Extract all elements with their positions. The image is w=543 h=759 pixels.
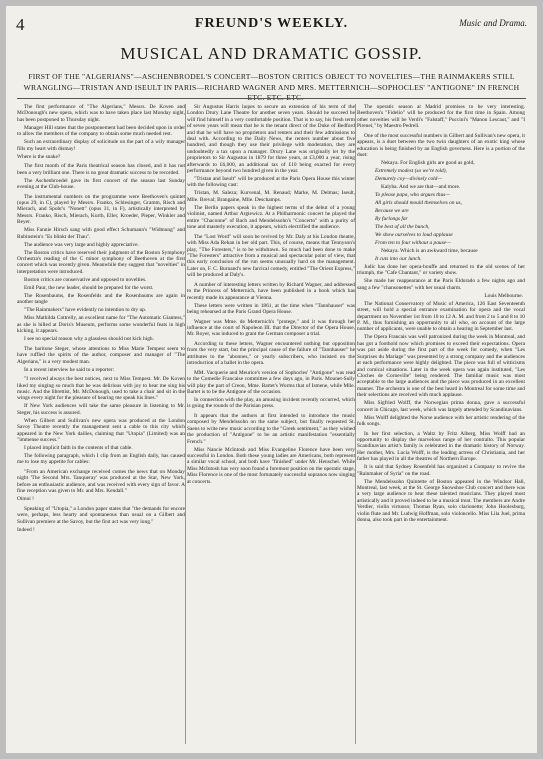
paragraph: "I received always the best notices, next to Miss Tempest. Mr. De Koven liked my singing so much that he was delirious with joy to hear me sing his music. And the librettist, Mr. McDonough, used to take a chair and sit in the wings every night for the pleasure of hearing me speak his lines."	[17, 376, 185, 402]
paragraph: Manager Hill states that the postponement had been decided upon in order to allow the members of the company to obtain some much needed rest.	[17, 124, 185, 138]
paragraph: "Tristan and Iseult" will be produced at the Paris Opera House this winter with the following cast:	[187, 176, 355, 189]
paragraph: Where is the snake?	[17, 153, 61, 160]
paragraph: The Aschenbroedel gave its first concert of the season last Sunday evening at the Club-house.	[17, 177, 185, 191]
paragraph: We show ourselves to loud applause	[375, 232, 453, 239]
paragraph: I see no special reason why a glassless should not kick high.	[24, 336, 154, 343]
paragraph: Extremely modest (so we're told),	[375, 168, 447, 175]
paragraph: The "Lost Word" will soon be revived by Mr. Daly at his London theatre, with Miss Ada Rehan in her old part. This, of course, means that Tennyson's play, "The Foresters," is to be withdrawn. So much had been done to make "The Foresters" attractive from a musical and spectacular point of view, that this early conclusion of the run seems unusually hard on the management. Later on, F. C. Burnand's new farcical comedy, entitled "The Orient Express," will be produced at Daly's.	[187, 233, 355, 279]
newspaper-page	[6, 6, 537, 753]
paragraph: MM. Vacquerie and Meurice's version of Sophocles' "Antigone" was read to the Comedie Francaise committee a few days ago, in Paris. Mounet-Sully will play the part of Creon, Mme. Bartet's Worms that of Ismene, while Mlle. Bartet is to be the Antigone of the occasion.	[187, 369, 355, 395]
paragraph: In a recent interview he said to a reporter:	[24, 366, 115, 373]
paragraph: Such an extraordinary display of solicitude on the part of a wily manager fills my heart with dismay!	[17, 139, 185, 152]
paragraph: Nekaya. For English girls are good as gold,	[381, 160, 475, 167]
paragraph: Louis Melbourne.	[484, 292, 523, 299]
paragraph: In her first selection, a Waltz by Fritz Alberg, Miss Wolff had an opportunity to display the marvelous range of her contralto. This popular Scandinavian artist's family is celebrated in the dramatic history of Norway. Her mother, Mrs. Lucia Wolff, is the leading actress of Christiania, and her father has played in all the theatres of Northern Europe.	[357, 430, 525, 463]
paragraph: The Opera Francais was well patronized during the week in Montreal, and has got a foothold now which promises to exceed their expectations. Opera was put aside during the first part of the week for comedy, when "Les Surprises du Mariage" was presented by a strong company and the audiences at each performance were highly delighted. The piece was full of witticisms and comical situations. Later in the week opera was again instituted, "Les Cloches de Corneville" being rendered. The familiar music was most acceptable to the large audiences and the piece was produced in an excellent manner. The orchestra is one of the best heard in Montreal for some time and their selections are received with much applause.	[357, 334, 525, 399]
paragraph: Sir Augustus Harris hopes to secure an extension of his term of the London Drury Lane Theatre for another seven years. Should he succeed he will find himself in a very comfortable position. That is to say, his fresh term of seven years will mean that he is the tenant direct of the Duke of Bedford and that he will have no proprietors and renters and their few admissions to deal with. According to the Daily News, the renters number about five hundred, and though they use their privilege with moderation, they are undoubtedly a tax upon a manager. Drury Lane was originally let by the proprietors to Sir Augustus in 1879 for three years, at £3,000 a year, rising afterwards to £6,000, an additional tax of £10 being exacted for every performance beyond two hundred given in the year.	[187, 104, 355, 175]
paragraph: The Rosenbaums, the Rosenfelds and the Rosenbaums are again in another tangle	[17, 292, 185, 306]
paragraph: According to these letters, Wagner encountered nothing but opposition from the very start, but the principal cause of the failure of "Tannhauser" he attributes to the "abonnes," or yearly subscribers, who insisted on the introduction of a ballet in the opera.	[187, 340, 355, 367]
paragraph: Boston critics are conservative and opposed to novelties.	[24, 276, 147, 283]
paragraph: Emil Paur, the new leader, should be prepared for the worst.	[24, 284, 154, 291]
paragraph: Miss Sigfried Wolff, the Norwegian prima donna, gave a successful concert in Chicago, last week, which was largely attended by Scandinavians.	[357, 400, 525, 413]
section-topic: Music and Drama.	[459, 18, 527, 28]
paragraph: From ten to four without a pause—	[375, 240, 451, 247]
paragraph: The best of all the bunch,	[375, 224, 430, 231]
article-subhead: FIRST OF THE "ALGERIANS"—ASCHENBRODEL'S CONCERT—BOSTON CRITICS OBJECT TO NOVELTIES—THE RAINMAKERS STILL WRANGLING—TRISTAN AND ISEULT IN PARIS—RICHARD WAGNER AND MRS. METTERNICH—SOPHOCLES' "ANTIGONE" IN FRENCH—ETC. ETC. ETC.	[23, 72, 520, 102]
page-header	[14, 15, 529, 34]
paragraph: The Boston critics have reserved their judgment of the Boston Symphony Orchestra's reading of the C minor symphony of Beethoven at the first concert which was recently given. Meanwhile they suggest that "novelties" in interpretation were introduced.	[17, 249, 185, 275]
paragraph: I placed implicit faith in the contents of that cable.	[24, 444, 133, 451]
paragraph: Because we are	[375, 208, 409, 215]
paragraph: It appears that the authors at first intended to introduce the music composed by Mendelssohn on the same subject, but finally requested St. Saens to write new music according to the "Greek sentiment," as they wished the production of "Antigone" to be an artistic manifestation "essentially French."	[187, 412, 355, 445]
paragraph: The audience was very large and highly appreciative.	[24, 241, 139, 248]
article-headline: MUSICAL AND DRAMATIC GOSSIP.	[120, 44, 423, 63]
paragraph: Miss Wolff delighted the Norse audience with her artistic rendering of the folk songs.	[357, 414, 525, 427]
paragraph: The Mendelssohn Quintette of Boston appeared in the Windsor Hall, Montreal, last week, at the St. George Snowshoe Club concert and there was a very large audience to hear these talented musicians. They played most artistically and it proved indeed to be a musical treat. The members are Andre Verdier, violin virtuoso; Thomas Ryan, solo clarionette; John Hoolesburg, violin flute and Mr. Ludwig Hoffman, solo violoncello. Miss Lila Juel, prima donna, also took part in the entertainment.	[357, 478, 525, 523]
paragraph: Judic has done her opera-bouffe and returned to the old scenes of her triumph, the "Cafe Chantant," or variety show.	[357, 264, 525, 277]
paragraph: To please papa, who argues thus—	[375, 192, 451, 199]
paragraph: Tristan, M. Saleza; Kurvenal, M. Renaud; Marke, M. Delmas; Iseult, Mlle. Breval; Brangaine, Mlle. Deschamps.	[187, 190, 355, 203]
paragraph: Miss Mathilda Cottrelly, an excellent name for "The Automatic Giantess," as she is billed at Doris's Museum, performs some wonderful feats in high kicking, it appears.	[17, 315, 185, 335]
column-3	[357, 104, 525, 744]
paragraph: Nekaya. Which is an awkward time, because	[381, 248, 478, 255]
paragraph: The first month of the Paris theatrical season has closed, and it has not been a very brilliant one. There is no great dramatic success to be recorded.	[17, 163, 185, 176]
page-number: 4	[16, 15, 25, 34]
paragraph: "The Rainmakers" have evidently no intention to dry up.	[24, 307, 147, 314]
paragraph: In connection with the play, an amusing incident recently occurred, which is going the rounds of the Parisian press.	[187, 396, 355, 410]
paragraph: All girls should mould themselves on us,	[375, 200, 462, 207]
paragraph: "From an American exchange received comes the news that on Monday night 'The Second Mrs. Tanqueray' was produced at the Star, New York, before an enthusiastic audience, and was received with every sign of favor. A fine reception was given to Mr. and Mrs. Kendall."	[17, 468, 185, 495]
paragraph: One of the most successful numbers in Gilbert and Sullivan's new opera, it appears, is a duet between the two twin daughters of an exotic king whose education is being finished by an English governess. Here is a portion of the duet:	[357, 132, 525, 159]
paragraph: Speaking of "Utopia," a London paper states that "the demands for encore were, perhaps, less hearty and spontaneous than usual on a Gilbert and Sullivan premiere at the Savoy, but the first act was very long."	[17, 505, 185, 525]
paragraph: Oimoi !	[17, 496, 34, 503]
paragraph: The operatic season at Madrid promises to be very interesting. Beethoven's "Fidelio" will be produced for the first time in Spain. Among other novelties will be Verdi's "Falstaff," Puccini's "Manon Lescaut," and "I Pirenei," by Maestro Pedrell.	[357, 104, 525, 130]
paragraph: She made her reappearance at the Paris Eldorado a few nights ago and sang a few "chansonettes" with her usual charm.	[357, 278, 525, 291]
paragraph: These letters were written in 1861, at the time when "Tannhauser" was being rehearsed at the Paris Grand Opera House.	[187, 302, 355, 315]
paragraph: The first performance of "The Algerians," Messrs. De Koven and McDonough's new opera, which was to have taken place last Monday night, has been postponed to Thursday night.	[17, 104, 185, 123]
column-divider	[355, 104, 356, 744]
paragraph: A number of interesting letters written by Richard Wagner, and addressed to the Princess of Metternich, have been published in a book which has recently made its appearance at Vienna.	[187, 281, 355, 301]
paragraph: Kalyba. And we are that—and more.	[381, 184, 461, 191]
paragraph: The baritone Steger, whose attentions to Miss Marie Tempest seem to have ruffled the spirits of the author, composer and manager of "The Algerians," is a very modest man.	[17, 345, 185, 365]
column-2	[187, 104, 355, 744]
paragraph: When Gilbert and Sullivan's new opera was produced at the London Savoy Theatre recently the management sent a cable to this city which appeared in the New York dailies, claiming that "Utopia" (Limited) was an "immense success."	[17, 417, 185, 443]
column-1	[17, 104, 185, 744]
paragraph: The Berlin papers speak in the highest terms of the debut of a young violinist, named Arthur Argiewicz. At a Philharmonic concert he played the entire "Chaconne" of Bach and Mendelssohn's "Concerto" with a purity of tone and masterly execution, it appears, which electrified the audience.	[187, 204, 355, 231]
paragraph: The National Conservatory of Music of America, 126 East Seventeenth street, will hold a special entrance examination for opera and the vocal department on November 1st from 10 to 12 A. M. and from 2 to 5 and 8 to 10 P. M., thus furnishing an opportunity to all who, on account of the large number of applicants, were unable to obtain a hearing in September last.	[357, 300, 525, 333]
paragraph: If New York audiences will take the same pleasure in listening to Mr. Steger, his success is assured.	[17, 403, 185, 416]
paragraph: It is said that Sydney Rosenfeld has organized a Company to revive the "Rainmaker of Syria" on the road.	[357, 464, 525, 477]
paragraph: Indeed !	[17, 526, 35, 533]
paragraph: It cuts into our lunch.	[375, 256, 422, 263]
paragraph: The instrumental numbers on the programme were Beethoven's quintet (opus 29, in C), played by Messrs. Franko, Schlesinger, Gramm, Risch and Mierach, and Spohr's "Nonett" (opus 31, in F), artistically interpreted by Messrs. Franko, Risch, Mierach, Kurth, Eller, Kroeder, Pieper, Winkler and Beyer.	[17, 193, 185, 226]
paragraph: By furlongs far	[375, 216, 408, 223]
paragraph: Demurely coy—divinely cold—	[375, 176, 443, 183]
paragraph: Miss Nancie McIntosh and Miss Evangeline Florence have been very successful in London. Both these young ladies are Americans, both represent a similar vocal school, and both have "finished" under Mr. Henschel. While Miss McIntosh has very soon found a foremost position on the operatic stage, Miss Florence is one of the most fortunately successful sopranos now singing at concerts.	[187, 446, 355, 485]
paragraph: The following paragraph, which I clip from an English daily, has caused me to lose my appetite for cables:	[17, 452, 185, 466]
paragraph: Wagner was Mme. de Metternich's "protege," and it was through her influence at the court of Napoleon III. that the Director of the Opera House, Mr. Royer, was induced to grant the German composer a trial.	[187, 318, 355, 338]
column-divider	[185, 104, 186, 744]
paragraph: Miss Fannie Hirsch sang with good effect Schumann's "Widmung" and Rubinstein's "Es blinkt der Thau".	[17, 227, 185, 240]
header-rule	[17, 98, 526, 99]
masthead: FREUND'S WEEKLY.	[194, 16, 349, 31]
